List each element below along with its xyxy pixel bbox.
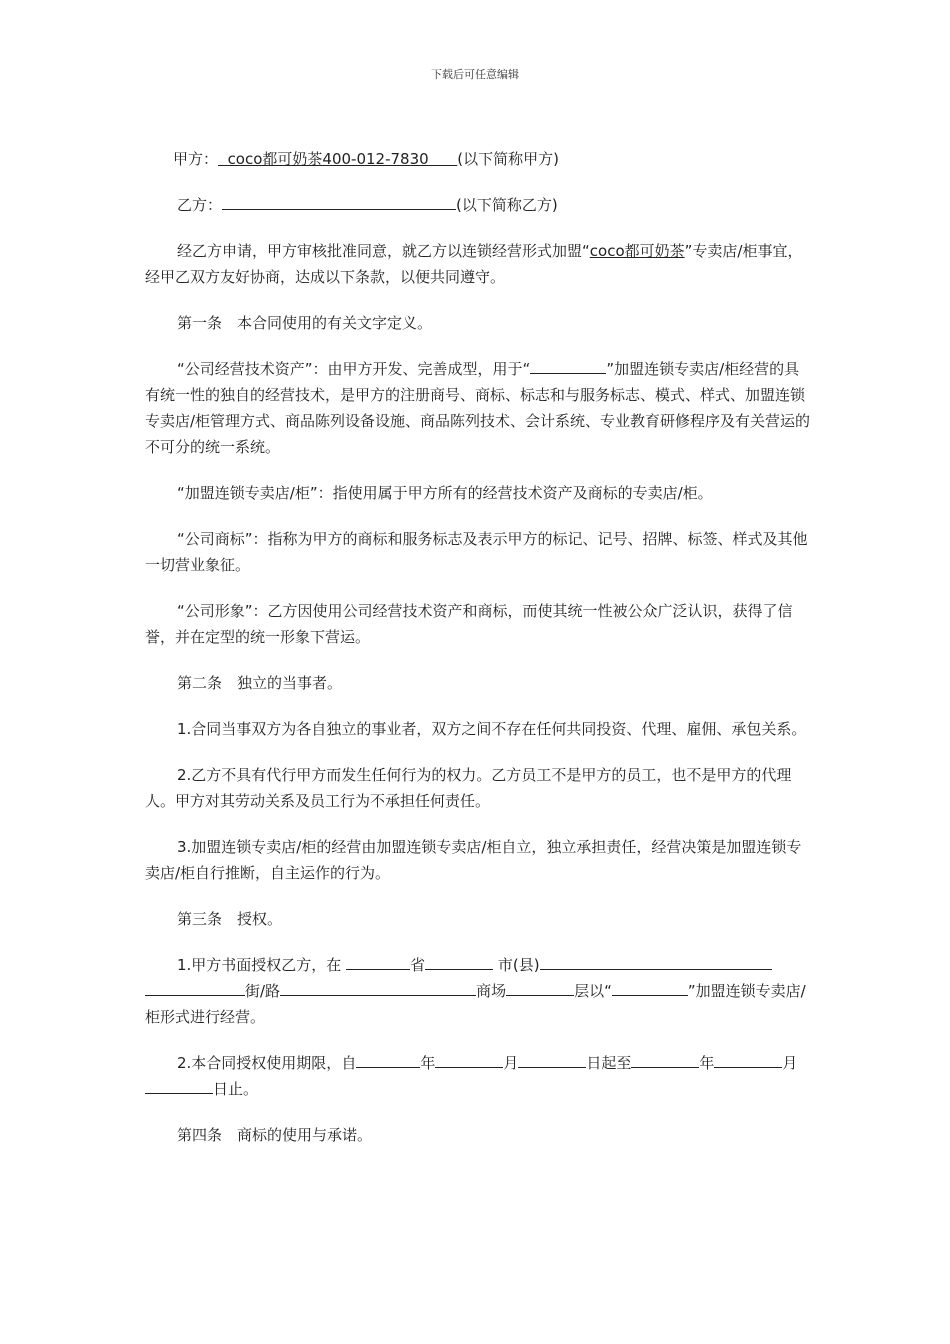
party-a-line	[145, 146, 813, 172]
party-a-label: 甲方：	[173, 150, 219, 168]
district-blank[interactable]	[540, 953, 772, 970]
article-2-title: 第二条 独立的当事者。	[177, 674, 343, 692]
end-year-blank[interactable]	[631, 1051, 699, 1068]
party-b-label: 乙方：	[177, 196, 223, 214]
province-blank[interactable]	[346, 953, 410, 970]
article-3-title: 第三条 授权。	[177, 910, 283, 928]
article-2-item-2: 2.乙方不具有代行甲方而发生任何行为的权力。乙方员工不是甲方的员工，也不是甲方的代理人。甲方对其劳动关系及员工行为不承担任何责任。	[145, 766, 792, 810]
end-day-blank[interactable]	[145, 1077, 213, 1094]
article-1-title: 第一条 本合同使用的有关文字定义。	[177, 314, 433, 332]
definition-image: “公司形象”：乙方因使用公司经营技术资产和商标，而使其统一性被公众广泛认识，获得了信誉，并在定型的统一形象下营运。	[145, 602, 793, 646]
party-b-blank[interactable]	[222, 193, 456, 210]
brand-blank[interactable]	[530, 357, 606, 374]
article-2-item-3: 3.加盟连锁专卖店/柜的经营由加盟连锁专卖店/柜自立，独立承担责任，经营决策是加盟连锁专卖店/柜自行推断，自主运作的行为。	[145, 838, 802, 882]
article-2-item-1: 1.合同当事双方为各自独立的事业者，双方之间不存在任何共同投资、代理、雇佣、承包关系。	[177, 720, 807, 738]
start-day-blank[interactable]	[518, 1051, 586, 1068]
party-a-value: coco都可奶茶400-012-7830	[227, 150, 429, 168]
mall-blank[interactable]	[280, 979, 476, 996]
end-month-blank[interactable]	[714, 1051, 782, 1068]
page-header-note: 下载后可任意编辑	[431, 68, 519, 81]
city-blank[interactable]	[425, 953, 493, 970]
brand-name: coco都可奶茶	[589, 242, 685, 260]
definition-trademark: “公司商标”：指称为甲方的商标和服务标志及表示甲方的标记、记号、招牌、标签、样式及其他一切营业象征。	[145, 530, 808, 574]
contract-body	[145, 146, 813, 1168]
article-3-item-2: 2.本合同授权使用期限，自 年 月 日起至 年 月日止。	[145, 1050, 813, 1102]
start-year-blank[interactable]	[356, 1051, 420, 1068]
street-blank[interactable]	[145, 979, 245, 996]
floor-blank[interactable]	[506, 979, 574, 996]
party-b-suffix: (以下简称乙方)	[456, 196, 558, 214]
article-3-item-1: 1.甲方书面授权乙方，在 省 市(县)街/路 商场 层以“ ”加盟连锁专卖店/柜形式进行经营。	[145, 952, 813, 1030]
intro-paragraph: 经乙方申请，甲方审核批准同意，就乙方以连锁经营形式加盟“coco都可奶茶”专卖店/柜事宜，经甲乙双方友好协商，达成以下条款，以便共同遵守。	[145, 242, 803, 286]
party-a-suffix: (以下简称甲方)	[457, 150, 559, 168]
definition-tech-assets: “公司经营技术资产”：由甲方开发、完善成型，用于“ ”加盟连锁专卖店/柜经营的具有统一性的独自的经营技术，是甲方的注册商号、商标、标志和与服务标志、模式、样式、加盟连锁专卖店/柜管理方式、商品陈列设备设施、商品陈列技术、会计系统、专业教育研修程序及有关营运的不可分的统一系统。	[145, 356, 813, 460]
article-4-title: 第四条 商标的使用与承诺。	[177, 1126, 373, 1144]
start-month-blank[interactable]	[435, 1051, 503, 1068]
party-b-line	[145, 192, 813, 218]
store-name-blank[interactable]	[612, 979, 688, 996]
definition-franchise-store: “加盟连锁专卖店/柜”：指使用属于甲方所有的经营技术资产及商标的专卖店/柜。	[177, 484, 713, 502]
